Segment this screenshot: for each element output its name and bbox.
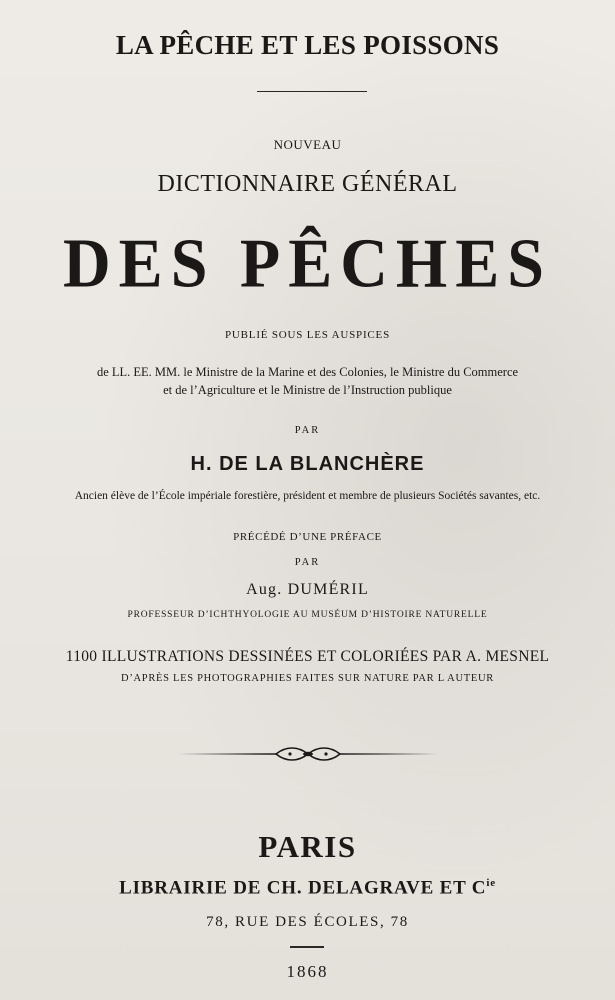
preface-intro: PRÉCÉDÉ D’UNE PRÉFACE (233, 531, 382, 543)
imprint-city: PARIS (258, 829, 357, 864)
date-divider-rule (290, 946, 324, 948)
publisher-name: LIBRAIRIE DE CH. DELAGRAVE ET C (119, 877, 487, 899)
imprint-address: 78, RUE DES ÉCOLES, 78 (206, 914, 409, 930)
title-subtitle: DICTIONNAIRE GÉNÉRAL (157, 171, 458, 197)
preface-par: PAR (294, 557, 321, 568)
preface-author-name: Aug. DUMÉRIL (246, 581, 369, 598)
author-description: Ancien élève de l’École impériale forestière, président et membre de plusieurs Sociétés savantes, etc. (74, 490, 541, 502)
imprint-publisher (0, 877, 615, 899)
preface-author-title: PROFESSEUR D’ICHTHYOLOGIE AU MUSÉUM D’HISTOIRE NATURELLE (127, 610, 488, 620)
title-kicker: NOUVEAU (273, 137, 342, 152)
main-title: DES PÊCHES (63, 224, 552, 303)
top-divider-rule (257, 91, 367, 92)
series-title: LA PÊCHE ET LES POISSONS (115, 30, 500, 60)
illustrations-line: 1100 ILLUSTRATIONS DESSINÉES ET COLORIÉES PAR A. MESNEL (65, 648, 550, 665)
publisher-superscript: ie (486, 877, 496, 889)
auspices-intro: PUBLIÉ SOUS LES AUSPICES (225, 329, 390, 341)
photographs-line: D’APRÈS LES PHOTOGRAPHIES FAITES SUR NATURE PAR L AUTEUR (121, 673, 494, 684)
imprint-year: 1868 (286, 962, 329, 981)
ornamental-divider-icon (178, 743, 438, 765)
author-par: PAR (294, 425, 321, 436)
auspices-line-1: de LL. EE. MM. le Ministre de la Marine et des Colonies, le Ministre du Commerce (96, 365, 519, 379)
author-name: H. DE LA BLANCHÈRE (190, 453, 425, 475)
auspices-line-2: et de l’Agriculture et le Ministre de l’Instruction publique (163, 383, 452, 397)
